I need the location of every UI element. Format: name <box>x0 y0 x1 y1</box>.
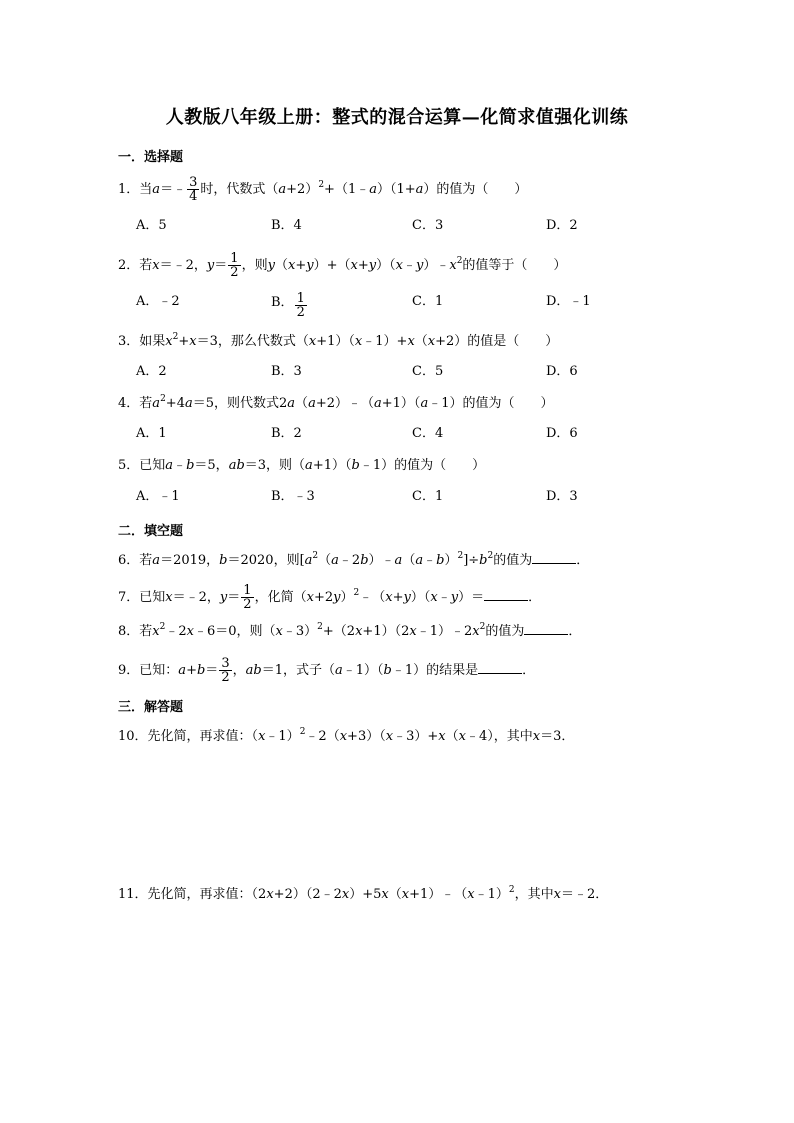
section-heading-solve: 三．解答题 <box>118 700 184 715</box>
option-c[interactable]: C．1 <box>412 489 444 504</box>
option-c[interactable]: C．5 <box>412 364 444 379</box>
question-1: 1．当a＝﹣ $\frac{3}{4}$ 时，代数式$(a+2)^2+(1﹣a)(1+a)$的值为（ ） <box>118 175 528 204</box>
fraction-three-halves: $\frac{3}{2}$ <box>221 656 230 685</box>
question-5: 5．已知a﹣b＝5，ab＝3，则（a+1）（b﹣1）的值为（ ） <box>118 458 486 473</box>
option-a[interactable]: A．2 <box>136 364 167 379</box>
question-7: 7．已知x＝﹣2，y＝ $\frac{1}{2}$ ，化简$(x+2y)^2﹣(x+y)(x﹣y)=$ ． <box>118 583 542 612</box>
question-8: 8．若$x^2﹣2x﹣6=0$，则$(x﹣3)^2+(2x+1)(2x﹣1)﹣2x^2$的值为 ． <box>118 622 582 639</box>
page-title: 人教版八年级上册：整式的混合运算—化简求值强化训练 <box>165 107 629 128</box>
answer-blank[interactable] <box>532 551 576 564</box>
question-6: 6．若a＝2019，b＝2020，则$[a^2(a﹣2b)﹣a(a﹣b)^2]\div b^2$的值为 ． <box>118 551 590 568</box>
option-c[interactable]: C．4 <box>412 426 444 441</box>
question-3-options <box>136 362 676 382</box>
option-a[interactable]: A．﹣1 <box>136 489 180 504</box>
answer-blank[interactable] <box>484 588 528 601</box>
option-b[interactable]: B． $\frac{1}{2}$ <box>271 291 305 320</box>
question-2: 2．若x＝﹣2，y＝ $\frac{1}{2}$ ，则$y(x+y)+(x+y)(x﹣y)﹣x^2$的值等于（ ） <box>118 251 567 280</box>
option-c[interactable]: C．3 <box>412 218 444 233</box>
question-3: 3．如果$x^2+x=3$，那么代数式（x+1）（x﹣1）+x（x+2）的值是（ ） <box>118 332 559 349</box>
question-11: 11．先化简，再求值：（2x+2）（2﹣2x）+5x（x+1）﹣（x﹣1）$^2$，其中x＝﹣2． <box>118 885 609 902</box>
option-a[interactable]: A．5 <box>136 218 167 233</box>
option-b[interactable]: B．﹣3 <box>271 489 315 504</box>
option-a[interactable]: A．1 <box>136 426 167 441</box>
fraction-three-quarters: $\frac{3}{4}$ <box>189 175 198 204</box>
option-a[interactable]: A．﹣2 <box>136 294 180 309</box>
question-5-options <box>136 487 676 507</box>
question-10: 10．先化简，再求值：（x﹣1）$^2$﹣2（x+3）（x﹣3）+x（x﹣4），其中x＝3． <box>118 727 575 744</box>
question-9: 9．已知：a+b＝ $\frac{3}{2}$ ，ab＝1，式子（a﹣1）（b﹣1）的结果是 ． <box>118 656 536 685</box>
question-1-options <box>136 216 676 236</box>
option-d[interactable]: D．3 <box>546 489 578 504</box>
option-d[interactable]: D．2 <box>546 218 578 233</box>
fraction-one-half: $\frac{1}{2}$ <box>230 251 239 280</box>
section-heading-fill-blank: 二．填空题 <box>118 524 184 539</box>
answer-blank[interactable] <box>524 622 568 635</box>
section-heading-choice: 一．选择题 <box>118 150 184 165</box>
option-b[interactable]: B．4 <box>271 218 302 233</box>
question-2-options <box>136 291 676 320</box>
answer-blank[interactable] <box>478 661 522 674</box>
question-4: 4．若$a^2+4a=5$，则代数式2a（a+2）﹣（a+1）（a﹣1）的值为（ ） <box>118 394 554 411</box>
question-4-options <box>136 424 676 444</box>
option-d[interactable]: D．﹣1 <box>546 294 591 309</box>
option-d[interactable]: D．6 <box>546 426 578 441</box>
fraction-one-half: $\frac{1}{2}$ <box>243 583 252 612</box>
fraction-one-half: $\frac{1}{2}$ <box>296 291 305 320</box>
option-b[interactable]: B．2 <box>271 426 302 441</box>
option-b[interactable]: B．3 <box>271 364 302 379</box>
option-c[interactable]: C．1 <box>412 294 444 309</box>
option-d[interactable]: D．6 <box>546 364 578 379</box>
